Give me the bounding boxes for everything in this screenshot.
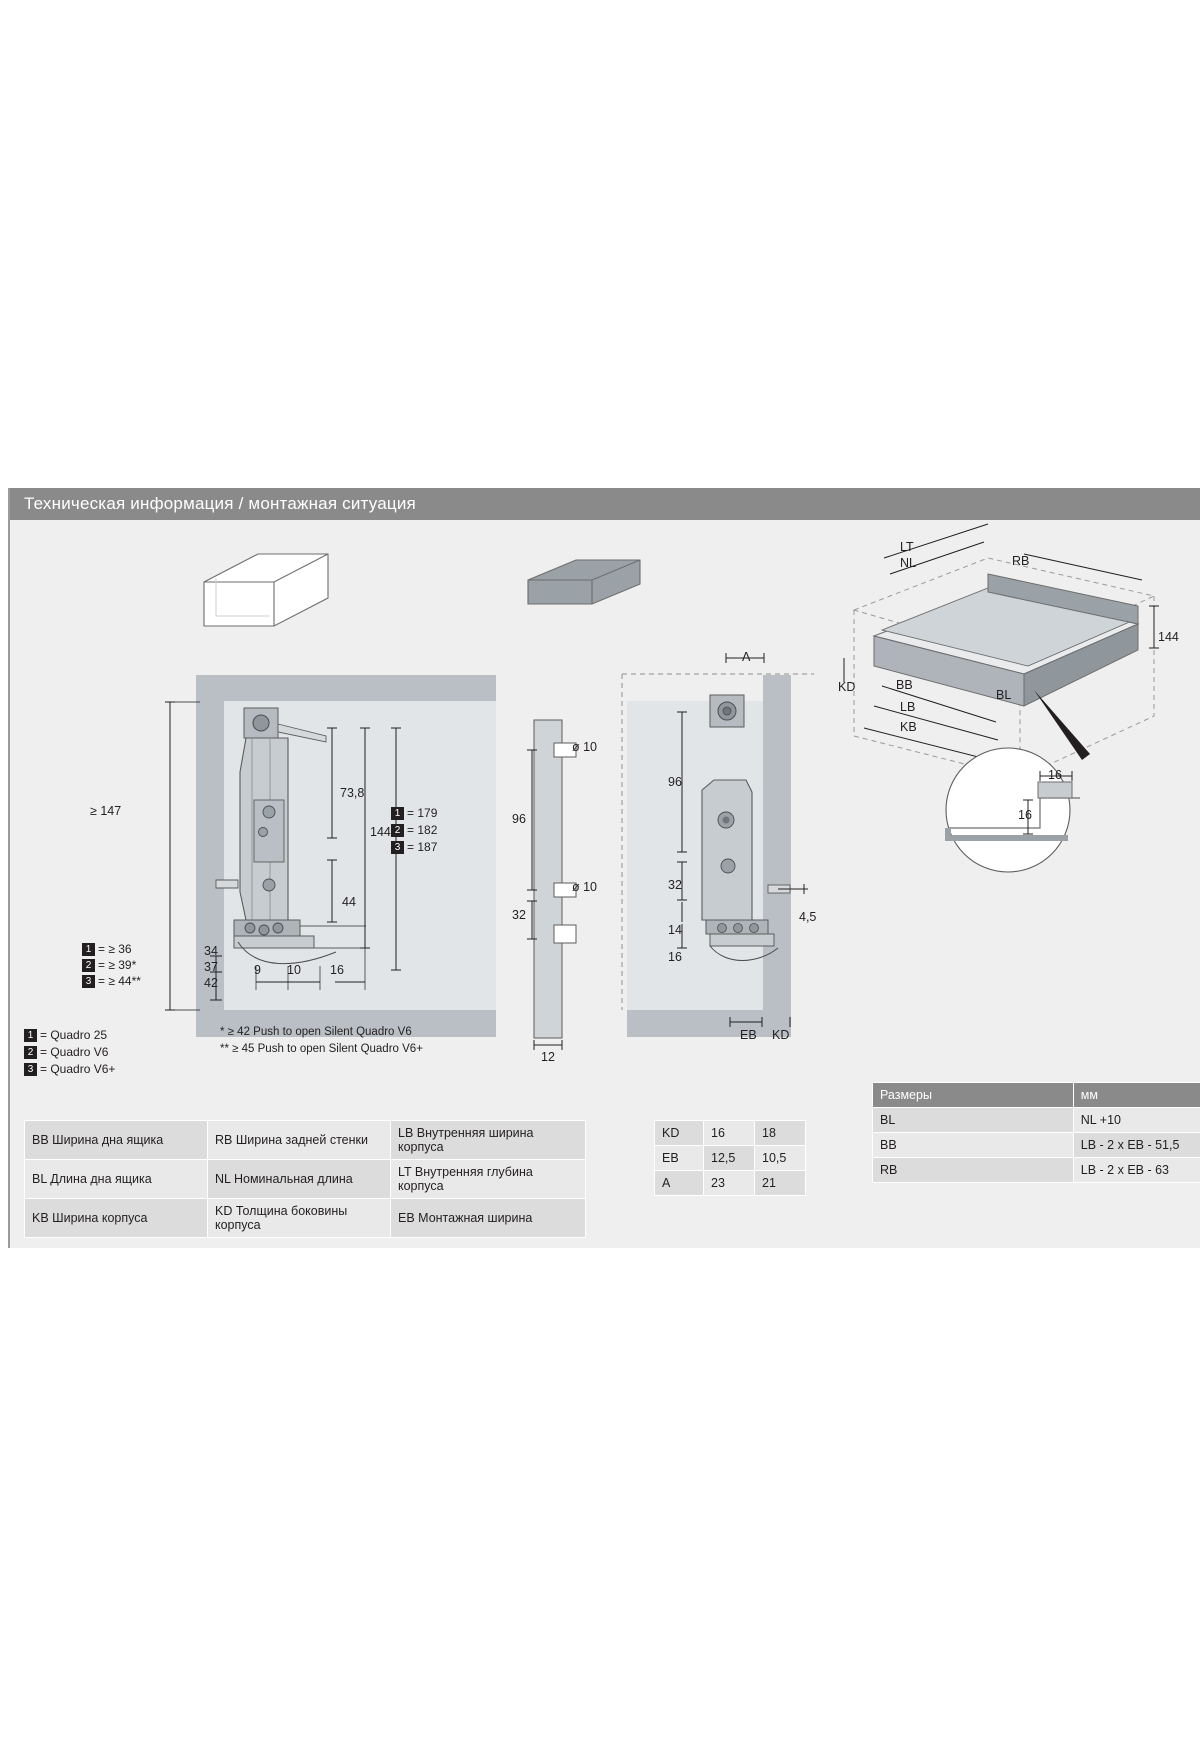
badge-2: 2 [391,824,404,837]
table-header-row [873,1083,1200,1108]
legend-label-1: = Quadro V6 [40,1045,109,1059]
table-row [873,1133,1200,1158]
val-2-2: 21 [755,1171,806,1196]
table-row [25,1121,586,1160]
dim-37: 37 [204,960,218,974]
tech-info-sheet [8,488,1200,1248]
val-0-0: KD [655,1121,704,1146]
badge-2b: 2 [82,959,95,972]
variant-179-row [391,806,437,820]
dim-hole-bottom: ø 10 [572,880,598,894]
legend-label-0: = Quadro 25 [40,1028,108,1042]
note-push-open-v6: * ≥ 42 Push to open Silent Quadro V6 [220,1026,412,1038]
abbr-0-0: BB Ширина дна ящика [25,1121,208,1160]
table-row [873,1158,1200,1183]
table-row [655,1146,806,1171]
dim-9: 9 [254,963,261,977]
drawer-icon-low [522,550,652,630]
val-1-0: EB [655,1146,704,1171]
sheet-header [10,488,1200,520]
dim-16: 16 [330,963,344,977]
dim-73-8: 73,8 [340,786,365,800]
variant-182-label: = 182 [407,823,438,837]
val-1-1: 12,5 [704,1146,755,1171]
formula-head-0: Размеры [873,1083,1074,1108]
dim-front-45: 4,5 [799,910,817,924]
dim-iso-RB: RB [1012,554,1030,568]
variant-182-row [391,823,437,837]
val-2-0: A [655,1171,704,1196]
legend-badge-3: 3 [24,1063,37,1076]
table-row [873,1108,1200,1133]
formula-2-1: LB - 2 x EB - 63 [1073,1158,1200,1183]
dim-front-KD: KD [772,1028,790,1042]
abbr-1-1: NL Номинальная длина [208,1160,391,1199]
dim-min-inner-height: ≥ 147 [90,804,122,818]
val-2-1: 23 [704,1171,755,1196]
min-39-row [82,958,136,972]
dim-iso-KB: KB [900,720,917,734]
abbr-2-1: KD Толщина боковины корпуса [208,1199,391,1238]
abbr-1-0: BL Длина дна ящика [25,1160,208,1199]
abbr-2-2: EB Монтажная ширина [391,1199,586,1238]
dim-detail-16-v: 16 [1018,808,1032,822]
note-push-open-v6plus: ** ≥ 45 Push to open Silent Quadro V6+ [220,1043,423,1055]
legend-label-2: = Quadro V6+ [40,1062,116,1076]
dim-side-96: 96 [512,812,526,826]
badge-1: 1 [391,807,404,820]
variant-187-label: = 187 [407,840,438,854]
dim-44: 44 [342,895,356,909]
formula-2-0: RB [873,1158,1074,1183]
page-title: Техническая информация / монтажная ситуация [24,494,416,513]
table-row [25,1199,586,1238]
min-39-label: = ≥ 39* [98,958,137,972]
formula-1-0: BB [873,1133,1074,1158]
dim-front-14: 14 [668,923,682,937]
abbr-1-2: LT Внутренняя глубина корпуса [391,1160,586,1199]
legend-item-0 [24,1028,107,1042]
min-44-label: = ≥ 44** [98,974,141,988]
variant-179-label: = 179 [407,806,438,820]
table-row [655,1121,806,1146]
dim-iso-KD: KD [838,680,856,694]
drawing-canvas [10,520,1200,1248]
dim-iso-LB: LB [900,700,916,714]
dim-iso-LT: LT [900,540,914,554]
formula-head-1: мм [1073,1083,1200,1108]
legend-badge-1: 1 [24,1029,37,1042]
drawer-icon-open [196,542,336,632]
legend-badge-2: 2 [24,1046,37,1059]
min-36-row [82,942,132,956]
dim-42: 42 [204,976,218,990]
formula-0-1: NL +10 [1073,1108,1200,1133]
values-table [654,1120,806,1196]
val-0-1: 16 [704,1121,755,1146]
detail-callout [930,742,1100,882]
dim-front-32: 32 [668,878,682,892]
abbr-0-1: RB Ширина задней стенки [208,1121,391,1160]
dim-hole-top: ø 10 [572,740,598,754]
dim-front-A: A [742,650,751,664]
val-1-2: 10,5 [755,1146,806,1171]
dim-front-16: 16 [668,950,682,964]
dim-panel-12: 12 [541,1050,555,1064]
dim-10: 10 [287,963,301,977]
min-44-row [82,974,141,988]
dimensions-side-section [160,670,500,1050]
abbr-0-2: LB Внутренняя ширина корпуса [391,1121,586,1160]
badge-1b: 1 [82,943,95,956]
abbreviation-table [24,1120,586,1238]
dim-front-96: 96 [668,775,682,789]
dim-side-32: 32 [512,908,526,922]
min-36-label: = ≥ 36 [98,942,132,956]
front-section-drawing [618,670,828,1040]
dim-34: 34 [204,944,218,958]
val-0-2: 18 [755,1121,806,1146]
dim-144: 144 [370,825,391,839]
legend-item-1 [24,1045,108,1059]
formula-table [872,1082,1200,1183]
dim-iso-144: 144 [1158,630,1179,644]
table-row [655,1171,806,1196]
dim-iso-BB: BB [896,678,913,692]
dim-front-EB: EB [740,1028,757,1042]
formula-1-1: LB - 2 x EB - 51,5 [1073,1133,1200,1158]
table-row [25,1160,586,1199]
legend-item-2 [24,1062,115,1076]
formula-0-0: BL [873,1108,1074,1133]
dim-iso-NL: NL [900,556,916,570]
badge-3: 3 [391,841,404,854]
abbr-2-0: KB Ширина корпуса [25,1199,208,1238]
dim-iso-BL: BL [996,688,1012,702]
variant-187-row [391,840,437,854]
badge-3b: 3 [82,975,95,988]
dim-detail-16-h: 16 [1048,768,1062,782]
